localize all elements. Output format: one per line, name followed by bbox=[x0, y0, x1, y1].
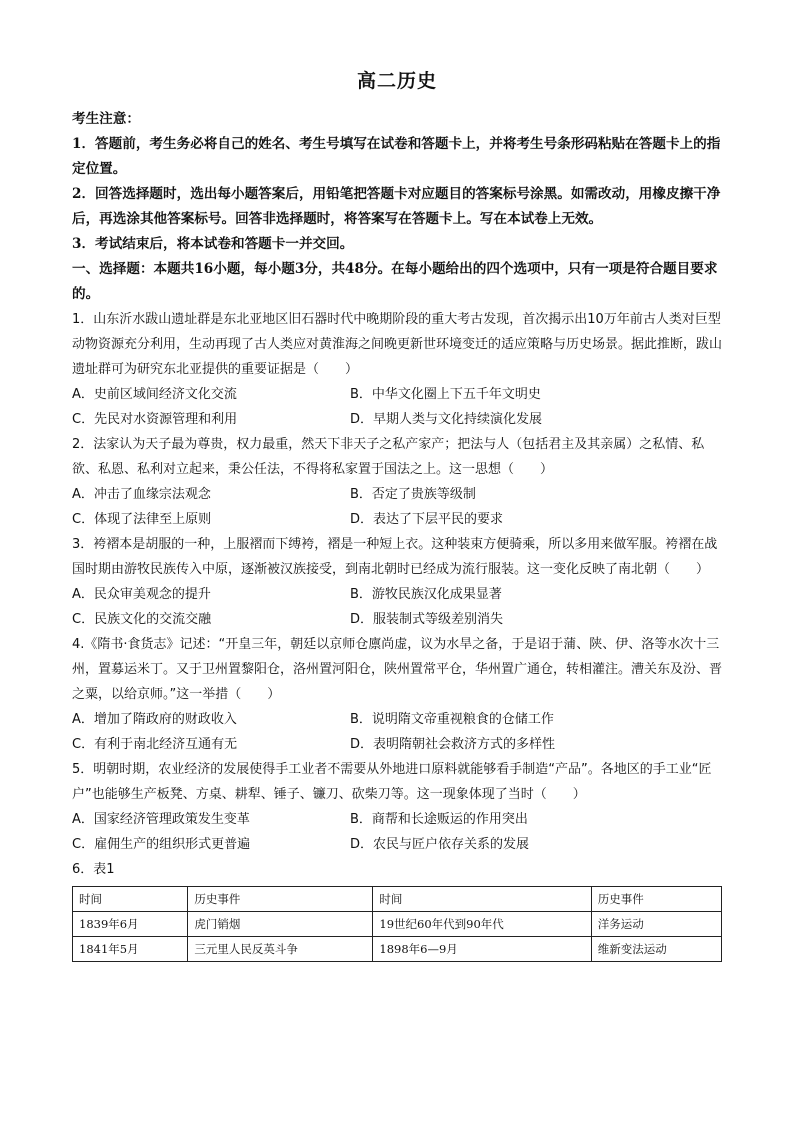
option: B．商帮和长途贩运的作用突出 bbox=[350, 812, 528, 827]
table-header-cell: 历史事件 bbox=[188, 887, 373, 912]
question-3-stem: 3．袴褶本是胡服的一种，上服褶而下缚袴，褶是一种短上衣。这种装束方便骑乘，所以多用来做军服。袴褶在战国时期由游牧民族传入中原，逐渐被汉族接受，到南北朝时已经成为流行服装。这一变化反映了南北朝（ ） bbox=[72, 537, 718, 577]
question-4-stem: 4.《隋书·食货志》记述：“开皇三年，朝廷以京师仓廪尚虚，议为水旱之备，于是诏于蒲、陕、伊、洛等水次十三州，置募运米丁。又于卫州置黎阳仓，洛州置河阳仓，陕州置常平仓，华州置广通仓，转相灌注。漕关东及汾、晋之粟，以给京师。”这一举措（ ） bbox=[72, 637, 723, 702]
notice-item-3: 3．考试结束后，将本试卷和答题卡一并交回。 bbox=[72, 236, 354, 252]
option: A．史前区域间经济文化交流 bbox=[72, 387, 237, 402]
table-cell: 洋务运动 bbox=[591, 912, 721, 937]
events-table bbox=[72, 886, 722, 962]
question-4-options bbox=[72, 707, 722, 757]
question-6-label: 6．表1 bbox=[72, 862, 115, 877]
option: C．体现了法律至上原则 bbox=[72, 512, 212, 527]
option: C．有利于南北经济互通有无 bbox=[72, 737, 238, 752]
table-row bbox=[73, 912, 722, 937]
option: D．表明隋朝社会救济方式的多样性 bbox=[350, 737, 556, 752]
table-cell: 1841年5月 bbox=[73, 937, 188, 962]
table-cell: 维新变法运动 bbox=[591, 937, 721, 962]
option: B．说明隋文帝重视粮食的仓储工作 bbox=[350, 712, 554, 727]
table-cell: 虎门销烟 bbox=[188, 912, 373, 937]
page-title: 高二历史 bbox=[356, 70, 437, 92]
option: B．中华文化圈上下五千年文明史 bbox=[350, 387, 541, 402]
option: A．增加了隋政府的财政收入 bbox=[72, 712, 237, 727]
option: C．雇佣生产的组织形式更普遍 bbox=[72, 837, 251, 852]
exam-page bbox=[72, 66, 722, 962]
question-2-options bbox=[72, 482, 722, 532]
option: C．先民对水资源管理和利用 bbox=[72, 412, 238, 427]
question-5-stem: 5．明朝时期，农业经济的发展使得手工业者不需要从外地进口原料就能够看手制造“产品”。各地区的手工业“匠户”也能够生产板凳、方桌、耕犁、锤子、镰刀、砍柴刀等。这一现象体现了当时（ ） bbox=[72, 762, 712, 802]
table-cell: 三元里人民反英斗争 bbox=[188, 937, 373, 962]
question-1-stem: 1．山东沂水跋山遗址群是东北亚地区旧石器时代中晚期阶段的重大考古发现，首次揭示出10万年前古人类对巨型动物资源充分利用，生动再现了古人类应对黄淮海之间晚更新世环境变迁的适应策略与历史场景。据此推断，跋山遗址群可为研究东北亚提供的重要证据是（ ） bbox=[72, 312, 723, 377]
option: A．国家经济管理政策发生变革 bbox=[72, 812, 250, 827]
option: B．游牧民族汉化成果显著 bbox=[350, 587, 502, 602]
table-header-row bbox=[73, 887, 722, 912]
notice-heading: 考生注意： bbox=[72, 111, 140, 127]
table-row bbox=[73, 937, 722, 962]
section-heading: 一、选择题：本题共16小题，每小题3分，共48分。在每小题给出的四个选项中，只有一项是符合题目要求的。 bbox=[72, 261, 718, 302]
table-header-cell: 时间 bbox=[373, 887, 591, 912]
question-5-options bbox=[72, 807, 722, 857]
notice-item-2: 2．回答选择题时，选出每小题答案后，用铅笔把答题卡对应题目的答案标号涂黑。如需改动，用橡皮擦干净后，再选涂其他答案标号。回答非选择题时，将答案写在答题卡上。写在本试卷上无效。 bbox=[72, 186, 721, 227]
question-3-options bbox=[72, 582, 722, 632]
option: D．农民与匠户依存关系的发展 bbox=[350, 837, 530, 852]
notice-item-1: 1．答题前，考生务必将自己的姓名、考生号填写在试卷和答题卡上，并将考生号条形码粘贴在答题卡上的指定位置。 bbox=[72, 136, 721, 177]
question-2-stem: 2．法家认为天子最为尊贵，权力最重，然天下非天子之私产家产；把法与人（包括君主及其亲属）之私情、私欲、私恩、私利对立起来，秉公任法，不得将私家置于国法之上。这一思想（ ） bbox=[72, 437, 705, 477]
table-header-cell: 历史事件 bbox=[591, 887, 721, 912]
option: D．早期人类与文化持续演化发展 bbox=[350, 412, 543, 427]
option: A．民众审美观念的提升 bbox=[72, 587, 211, 602]
option: A．冲击了血缘宗法观念 bbox=[72, 487, 211, 502]
table-cell: 1898年6—9月 bbox=[373, 937, 591, 962]
option: D．服装制式等级差别消失 bbox=[350, 612, 504, 627]
table-cell: 1839年6月 bbox=[73, 912, 188, 937]
question-1-options bbox=[72, 382, 722, 432]
option: C．民族文化的交流交融 bbox=[72, 612, 212, 627]
table-cell: 19世纪60年代到90年代 bbox=[373, 912, 591, 937]
option: B．否定了贵族等级制 bbox=[350, 487, 476, 502]
option: D．表达了下层平民的要求 bbox=[350, 512, 504, 527]
table-header-cell: 时间 bbox=[73, 887, 188, 912]
